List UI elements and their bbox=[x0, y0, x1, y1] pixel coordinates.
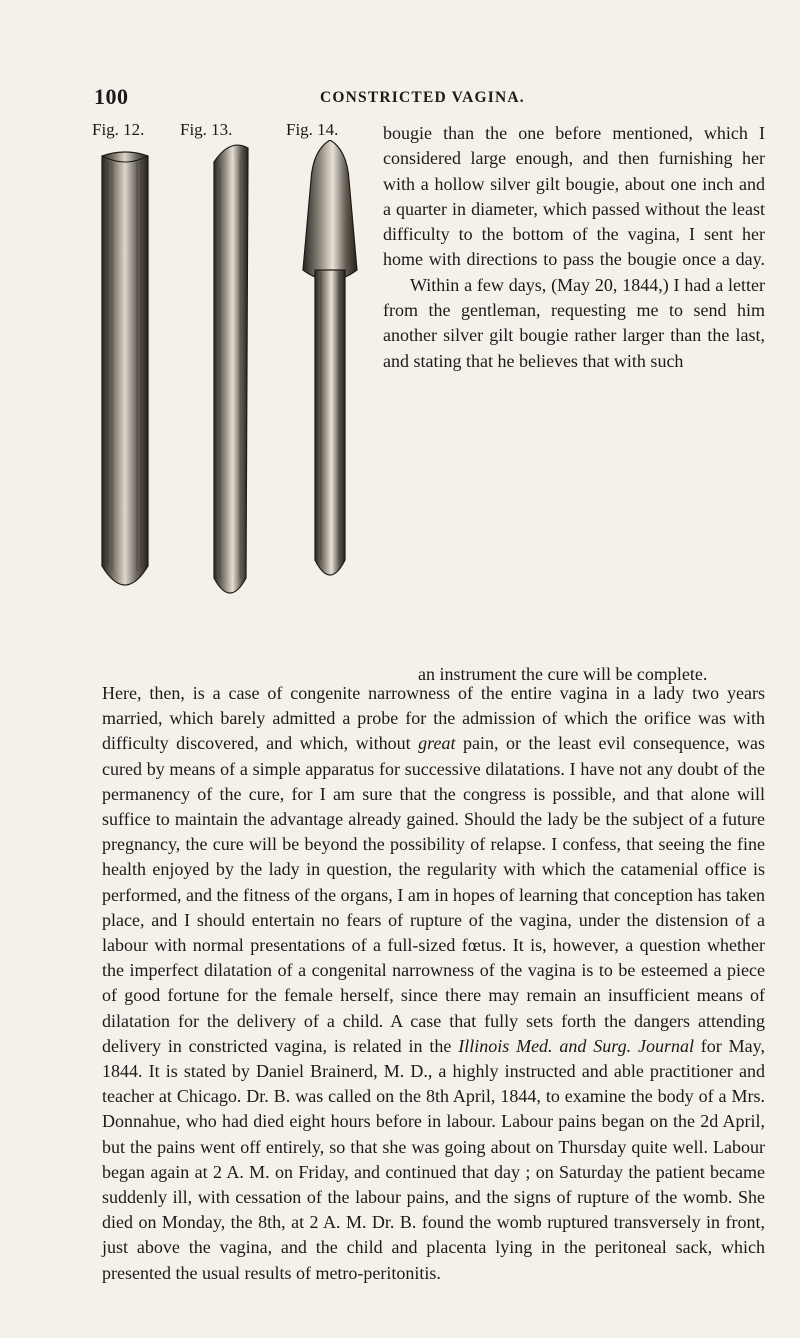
text-line: an instrument the cure will be complete. bbox=[418, 664, 708, 684]
text-run: for May, 1844. It is stated by Daniel Brainerd, M. D., a highly instructed and able practitioner and teacher at Chicago. Dr. B. was called on the 8th April, 1844, to examine the body of a Mrs. Donnahue, who had died eight hours before in labour. Labour pains began on the 2d April, but the pains went off entirely, so that she was going about on Thursday quite well. Labour began again at 2 A. M. on Friday, and continued that day ; on Saturday the patient became suddenly ill, with cessation of the labour pains, and the signs of rupture of the womb. She died on Monday, the 8th, at 2 A. M. Dr. B. found the womb ruptured transversely in front, just above the vagina, and the child and placenta lying in the peritoneal sack, which presented the usual results of metro-peritonitis. bbox=[102, 1035, 765, 1283]
main-text bbox=[102, 681, 765, 1286]
page-number: 100 bbox=[94, 84, 129, 109]
fig-13-illustration bbox=[200, 138, 260, 608]
fig-13-label: Fig. 13. bbox=[180, 120, 233, 139]
fig-14-label: Fig. 14. bbox=[286, 120, 339, 139]
paragraph: Within a few days, (May 20, 1844,) I had a letter from the gentleman, requesting me to send him another silver gilt bougie rather larger than the last, and stating that he believes that with such bbox=[383, 274, 765, 371]
fig-14-illustration bbox=[285, 140, 375, 600]
running-title: CONSTRICTED VAGINA. bbox=[320, 89, 525, 106]
fig-12-label: Fig. 12. bbox=[92, 120, 145, 139]
emphasis: great bbox=[418, 733, 456, 754]
paragraph bbox=[102, 681, 765, 1286]
journal-title: Illinois Med. and Surg. Journal bbox=[458, 1035, 694, 1056]
paragraph: bougie than the one before mentioned, which I considered large enough, and then furnishing her with a hollow silver gilt bougie, about one inch and a quarter in diameter, which passed without the least difficulty to the bottom of the vagina, I sent her home with directions to pass the bougie once a day. bbox=[383, 123, 765, 270]
text-run: pain, or the least evil consequence, was cured by means of a simple apparatus for successive dilatations. I have not any doubt of the permanency of the cure, for I am sure that the congress is possible, and that alone will suffice to maintain the advantage already gained. Should the lady be the subject of a future pregnancy, the cure will be beyond the possibility of relapse. I confess, that seeing the fine health enjoyed by the lady in question, the regularity with which the catamenial office is performed, and the fitness of the organs, I am in hopes of learning that conception has taken place, and I should entertain no fears of rupture of the vagina, under the distension of a labour with normal presentations of a full-sized fœtus. It is, however, a question whether the imperfect dilatation of a congenital narrowness of the vagina is to be esteemed a piece of good fortune for the female herself, since there may remain an insufficient means of dilatation for the delivery of a child. A case that fully sets forth the dangers attending delivery in constricted vagina, is related in the bbox=[102, 733, 765, 1056]
text-run: Here, then, is a case of congenite narrowness of the entire vagina in a lady two years married, which barely admitted a probe for the admission of which the orifice was with difficulty discovered, and which, without bbox=[102, 683, 765, 754]
wrapped-text-column bbox=[383, 121, 765, 374]
fig-12-illustration bbox=[90, 146, 160, 606]
page-header bbox=[70, 84, 760, 114]
